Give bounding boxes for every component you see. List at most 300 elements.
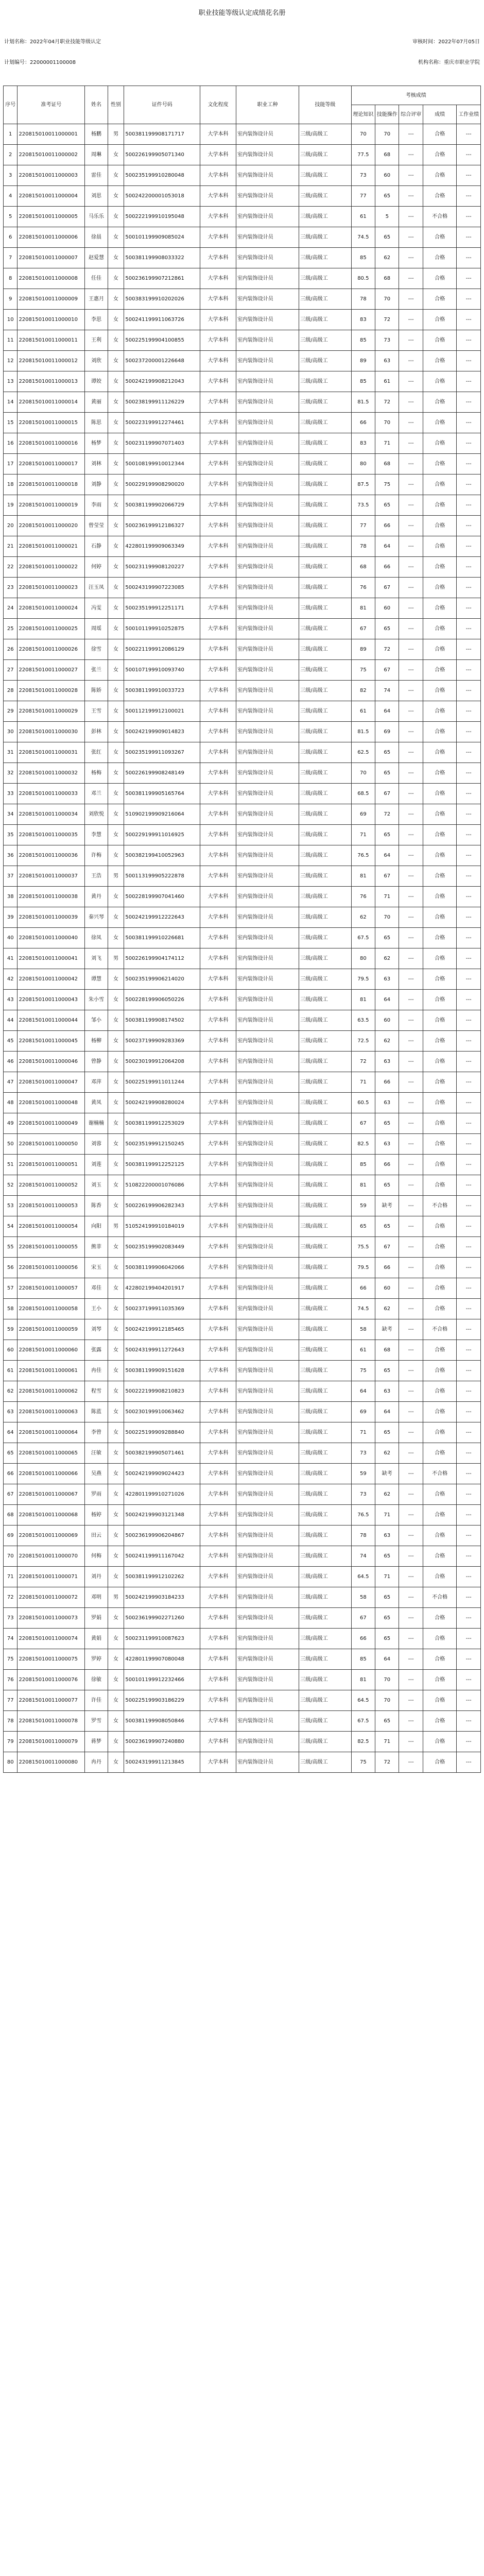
row-occupation: 室内装饰设计员 [236,969,299,990]
row-remark: --- [457,1422,481,1443]
row-remark: --- [457,1690,481,1711]
row-level: 三级/高级工 [299,1278,351,1299]
table-row [4,1464,481,1484]
row-remark: --- [457,227,481,248]
row-gender: 女 [108,1319,124,1340]
row-seq: 12 [4,351,18,371]
row-occupation: 室内装饰设计员 [236,392,299,413]
row-comprehensive: --- [399,1484,423,1505]
col-result: 成绩 [423,105,456,124]
row-seq: 26 [4,639,18,660]
row-gender: 女 [108,1155,124,1175]
row-remark: --- [457,1526,481,1546]
row-id-no: 500243199911272643 [124,1340,200,1361]
row-name: 罗婷 [85,1649,108,1670]
row-gender: 男 [108,948,124,969]
row-gender: 女 [108,413,124,433]
row-education: 大学本科 [200,124,236,145]
row-theory: 66 [351,1629,375,1649]
row-level: 三级/高级工 [299,763,351,784]
row-skill: 62 [375,1031,399,1052]
row-occupation: 室内装饰设计员 [236,351,299,371]
row-theory: 82.5 [351,1134,375,1155]
row-id-no: 500242200001053018 [124,186,200,207]
row-occupation: 室内装饰设计员 [236,804,299,825]
row-id-no: 500383199910202026 [124,289,200,310]
table-row [4,1670,481,1690]
row-seq: 80 [4,1752,18,1773]
row-id-no: 500235199910280048 [124,165,200,186]
row-cert-no: 220815010011000020 [18,516,85,536]
col-remark: 工作业绩 [457,105,481,124]
col-gender: 性别 [108,86,124,124]
row-id-no: 500242199912222643 [124,907,200,928]
row-cert-no: 220815010011000061 [18,1361,85,1381]
row-level: 三级/高级工 [299,1587,351,1608]
row-result: 合格 [423,186,456,207]
row-education: 大学本科 [200,557,236,578]
row-seq: 38 [4,887,18,907]
row-name: 张露 [85,1340,108,1361]
row-theory: 58 [351,1587,375,1608]
row-gender: 女 [108,619,124,639]
row-education: 大学本科 [200,1175,236,1196]
row-name: 陈香 [85,1196,108,1216]
row-result: 合格 [423,289,456,310]
row-occupation: 室内装饰设计员 [236,145,299,165]
row-remark: --- [457,454,481,474]
row-gender: 女 [108,1299,124,1319]
row-id-no: 500243199911213845 [124,1752,200,1773]
row-name: 邹小 [85,1010,108,1031]
row-comprehensive: --- [399,887,423,907]
row-seq: 35 [4,825,18,845]
row-comprehensive: --- [399,310,423,330]
row-id-no: 500381199908033322 [124,248,200,268]
row-cert-no: 220815010011000053 [18,1196,85,1216]
table-row [4,1134,481,1155]
row-result: 合格 [423,1608,456,1629]
row-seq: 21 [4,536,18,557]
row-remark: --- [457,763,481,784]
row-cert-no: 220815010011000047 [18,1072,85,1093]
row-theory: 68.5 [351,784,375,804]
row-level: 三级/高级工 [299,1072,351,1093]
row-theory: 62.5 [351,742,375,763]
row-remark: --- [457,1670,481,1690]
row-result: 合格 [423,1072,456,1093]
row-skill: 72 [375,392,399,413]
row-education: 大学本科 [200,887,236,907]
row-gender: 女 [108,681,124,701]
row-theory: 82 [351,681,375,701]
row-gender: 女 [108,371,124,392]
table-row [4,969,481,990]
row-result: 合格 [423,330,456,351]
row-theory: 81 [351,990,375,1010]
row-skill: 70 [375,1690,399,1711]
row-theory: 63.5 [351,1010,375,1031]
row-remark: --- [457,907,481,928]
row-result: 合格 [423,701,456,722]
table-row [4,1237,481,1258]
row-gender: 女 [108,907,124,928]
row-name: 王利 [85,330,108,351]
table-row [4,227,481,248]
row-comprehensive: --- [399,1464,423,1484]
row-comprehensive: --- [399,248,423,268]
row-cert-no: 220815010011000063 [18,1402,85,1422]
page-title: 职业技能等级认定成绩花名册 [198,9,286,17]
row-skill: 60 [375,1010,399,1031]
row-occupation: 室内装饰设计员 [236,1155,299,1175]
row-id-no: 500381199912252125 [124,1155,200,1175]
row-remark: --- [457,990,481,1010]
row-education: 大学本科 [200,413,236,433]
row-gender: 女 [108,928,124,948]
row-comprehensive: --- [399,825,423,845]
row-name: 程雪 [85,1381,108,1402]
row-education: 大学本科 [200,1010,236,1031]
row-cert-no: 220815010011000038 [18,887,85,907]
row-gender: 女 [108,474,124,495]
row-occupation: 室内装饰设计员 [236,1526,299,1546]
row-education: 大学本科 [200,351,236,371]
row-occupation: 室内装饰设计员 [236,639,299,660]
row-comprehensive: --- [399,1670,423,1690]
table-row [4,1608,481,1629]
row-skill: 62 [375,248,399,268]
row-level: 三级/高级工 [299,495,351,516]
row-remark: --- [457,1072,481,1093]
row-skill: 70 [375,907,399,928]
row-education: 大学本科 [200,1670,236,1690]
row-theory: 81 [351,1670,375,1690]
row-name: 徐敏 [85,1670,108,1690]
row-remark: --- [457,1010,481,1031]
col-occupation: 职业工种 [236,86,299,124]
row-result: 不合格 [423,1196,456,1216]
row-comprehensive: --- [399,742,423,763]
row-comprehensive: --- [399,1340,423,1361]
row-id-no: 500226199905071340 [124,145,200,165]
row-seq: 49 [4,1113,18,1134]
row-name: 罗雪 [85,1711,108,1732]
row-result: 合格 [423,948,456,969]
row-level: 三级/高级工 [299,784,351,804]
row-skill: 65 [375,1113,399,1134]
row-level: 三级/高级工 [299,557,351,578]
row-comprehensive: --- [399,1175,423,1196]
row-remark: --- [457,207,481,227]
row-name: 李慧 [85,825,108,845]
row-name: 王小 [85,1299,108,1319]
row-comprehensive: --- [399,516,423,536]
row-comprehensive: --- [399,1526,423,1546]
row-seq: 75 [4,1649,18,1670]
row-id-no: 500381199910226681 [124,928,200,948]
row-result: 合格 [423,413,456,433]
row-skill: 69 [375,722,399,742]
row-comprehensive: --- [399,804,423,825]
row-name: 熊菲 [85,1237,108,1258]
row-cert-no: 220815010011000046 [18,1052,85,1072]
row-gender: 女 [108,1196,124,1216]
table-row [4,887,481,907]
row-remark: --- [457,1134,481,1155]
row-seq: 6 [4,227,18,248]
table-row [4,124,481,145]
row-occupation: 室内装饰设计员 [236,413,299,433]
row-comprehensive: --- [399,227,423,248]
row-level: 三级/高级工 [299,1505,351,1526]
table-row [4,1732,481,1752]
row-result: 合格 [423,1670,456,1690]
row-comprehensive: --- [399,722,423,742]
row-theory: 77.5 [351,145,375,165]
row-id-no: 500381199908174502 [124,1010,200,1031]
row-gender: 女 [108,1484,124,1505]
row-id-no: 422801199909063349 [124,536,200,557]
row-skill: 71 [375,433,399,454]
table-row [4,1258,481,1278]
row-education: 大学本科 [200,660,236,681]
row-cert-no: 220815010011000045 [18,1031,85,1052]
row-skill: 5 [375,207,399,227]
row-comprehensive: --- [399,557,423,578]
row-cert-no: 220815010011000017 [18,454,85,474]
row-level: 三级/高级工 [299,639,351,660]
table-row [4,804,481,825]
row-cert-no: 220815010011000025 [18,619,85,639]
row-occupation: 室内装饰设计员 [236,907,299,928]
row-comprehensive: --- [399,701,423,722]
table-row [4,1093,481,1113]
row-name: 杨婷 [85,1505,108,1526]
row-cert-no: 220815010011000005 [18,207,85,227]
row-theory: 66 [351,1278,375,1299]
row-skill: 65 [375,763,399,784]
row-id-no: 500381199908171717 [124,124,200,145]
row-level: 三级/高级工 [299,681,351,701]
table-row [4,495,481,516]
table-row [4,1443,481,1464]
row-remark: --- [457,1732,481,1752]
row-seq: 43 [4,990,18,1010]
table-row [4,598,481,619]
row-level: 三级/高级工 [299,1732,351,1752]
row-result: 合格 [423,1278,456,1299]
row-level: 三级/高级工 [299,330,351,351]
row-level: 三级/高级工 [299,619,351,639]
row-comprehensive: --- [399,1422,423,1443]
row-education: 大学本科 [200,1505,236,1526]
row-theory: 67.5 [351,1711,375,1732]
row-result: 合格 [423,722,456,742]
row-occupation: 室内装饰设计员 [236,1629,299,1649]
row-level: 三级/高级工 [299,1526,351,1546]
row-education: 大学本科 [200,1361,236,1381]
row-result: 合格 [423,578,456,598]
row-gender: 女 [108,1113,124,1134]
row-gender: 女 [108,1464,124,1484]
row-education: 大学本科 [200,1072,236,1093]
row-result: 合格 [423,165,456,186]
row-theory: 74.5 [351,1299,375,1319]
table-row [4,1361,481,1381]
row-comprehensive: --- [399,990,423,1010]
row-theory: 79.5 [351,1258,375,1278]
row-theory: 59 [351,1464,375,1484]
table-row [4,536,481,557]
row-id-no: 500231199907071403 [124,433,200,454]
row-occupation: 室内装饰设计员 [236,598,299,619]
row-name: 刘静 [85,474,108,495]
row-occupation: 室内装饰设计员 [236,1361,299,1381]
row-theory: 81 [351,1175,375,1196]
row-level: 三级/高级工 [299,1381,351,1402]
row-remark: --- [457,578,481,598]
row-gender: 女 [108,1010,124,1031]
row-theory: 65 [351,1216,375,1237]
row-education: 大学本科 [200,495,236,516]
row-occupation: 室内装饰设计员 [236,1113,299,1134]
row-id-no: 500236199912186327 [124,516,200,536]
table-row [4,907,481,928]
row-name: 徐雪 [85,639,108,660]
row-name: 杨柳 [85,1031,108,1052]
row-skill: 62 [375,1484,399,1505]
row-level: 三级/高级工 [299,1237,351,1258]
row-occupation: 室内装饰设计员 [236,1608,299,1629]
row-gender: 女 [108,578,124,598]
row-remark: --- [457,598,481,619]
row-theory: 69 [351,804,375,825]
row-education: 大学本科 [200,248,236,268]
row-level: 三级/高级工 [299,1608,351,1629]
row-education: 大学本科 [200,289,236,310]
row-occupation: 室内装饰设计员 [236,845,299,866]
row-education: 大学本科 [200,330,236,351]
row-result: 合格 [423,1216,456,1237]
row-name: 陈思 [85,413,108,433]
row-result: 合格 [423,742,456,763]
row-gender: 女 [108,887,124,907]
row-education: 大学本科 [200,1608,236,1629]
row-theory: 85 [351,248,375,268]
row-cert-no: 220815010011000049 [18,1113,85,1134]
row-gender: 女 [108,557,124,578]
table-row [4,1196,481,1216]
row-gender: 女 [108,1670,124,1690]
row-level: 三级/高级工 [299,598,351,619]
row-seq: 59 [4,1319,18,1340]
row-name: 雷佳 [85,165,108,186]
row-seq: 19 [4,495,18,516]
row-skill: 缺考 [375,1319,399,1340]
row-id-no: 500381199912102262 [124,1567,200,1587]
row-skill: 63 [375,1134,399,1155]
row-theory: 72 [351,1052,375,1072]
row-remark: --- [457,1567,481,1587]
row-id-no: 500237199909283369 [124,1031,200,1052]
row-skill: 75 [375,474,399,495]
row-occupation: 室内装饰设计员 [236,1134,299,1155]
row-theory: 71 [351,1422,375,1443]
row-education: 大学本科 [200,371,236,392]
row-gender: 女 [108,1258,124,1278]
row-comprehensive: --- [399,433,423,454]
row-theory: 78 [351,536,375,557]
table-row [4,990,481,1010]
row-education: 大学本科 [200,145,236,165]
row-skill: 72 [375,639,399,660]
row-cert-no: 220815010011000015 [18,413,85,433]
row-seq: 36 [4,845,18,866]
row-skill: 缺考 [375,1196,399,1216]
row-occupation: 室内装饰设计员 [236,186,299,207]
row-name: 冉丹 [85,1752,108,1773]
row-result: 合格 [423,845,456,866]
row-level: 三级/高级工 [299,866,351,887]
row-skill: 65 [375,1587,399,1608]
row-id-no: 500241199911167042 [124,1546,200,1567]
row-education: 大学本科 [200,516,236,536]
row-cert-no: 220815010011000058 [18,1299,85,1319]
row-result: 合格 [423,804,456,825]
row-gender: 女 [108,454,124,474]
row-occupation: 室内装饰设计员 [236,1422,299,1443]
row-gender: 男 [108,866,124,887]
row-theory: 81 [351,866,375,887]
row-occupation: 室内装饰设计员 [236,516,299,536]
row-cert-no: 220815010011000023 [18,578,85,598]
row-education: 大学本科 [200,1113,236,1134]
row-cert-no: 220815010011000077 [18,1690,85,1711]
row-result: 合格 [423,1258,456,1278]
row-gender: 女 [108,784,124,804]
row-result: 合格 [423,1134,456,1155]
row-id-no: 500241199911063726 [124,310,200,330]
row-remark: --- [457,619,481,639]
row-name: 邓萍 [85,1072,108,1093]
row-level: 三级/高级工 [299,1134,351,1155]
row-skill: 64 [375,845,399,866]
score-table [3,86,481,1773]
table-row [4,1010,481,1031]
row-education: 大学本科 [200,1402,236,1422]
row-theory: 85 [351,330,375,351]
row-remark: --- [457,165,481,186]
row-id-no: 500228199907041460 [124,887,200,907]
table-row [4,1299,481,1319]
row-skill: 65 [375,1175,399,1196]
row-remark: --- [457,887,481,907]
row-cert-no: 220815010011000066 [18,1464,85,1484]
row-skill: 60 [375,1278,399,1299]
row-skill: 72 [375,804,399,825]
row-seq: 64 [4,1422,18,1443]
row-remark: --- [457,1299,481,1319]
row-cert-no: 220815010011000003 [18,165,85,186]
row-comprehensive: --- [399,330,423,351]
row-name: 刘丹 [85,1567,108,1587]
col-name: 姓名 [85,86,108,124]
row-remark: --- [457,1031,481,1052]
row-id-no: 500236199902271260 [124,1608,200,1629]
row-cert-no: 220815010011000002 [18,145,85,165]
row-occupation: 室内装饰设计员 [236,433,299,454]
